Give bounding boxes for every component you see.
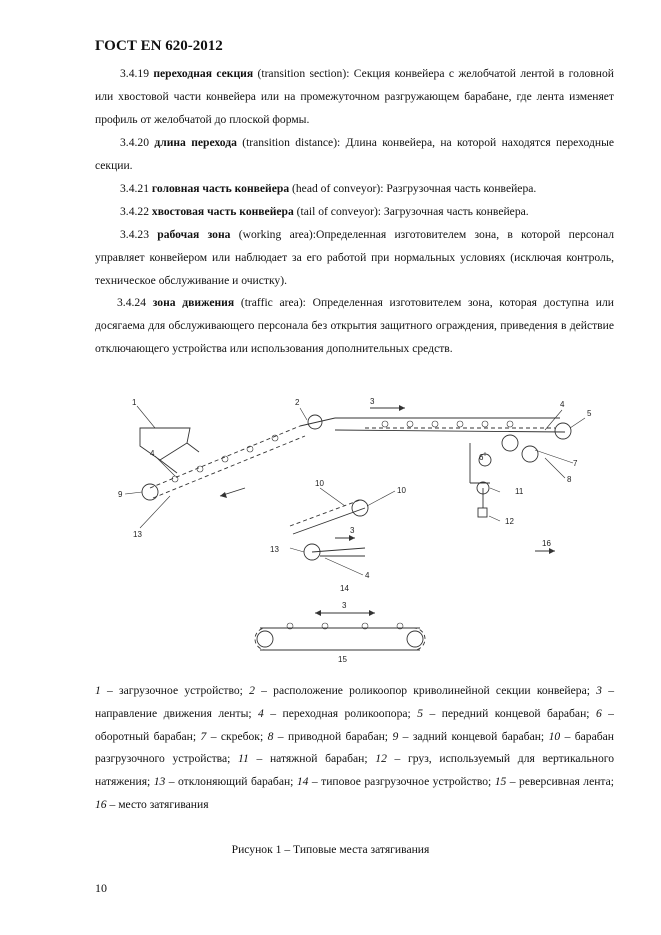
term: головная часть конвейера	[151, 182, 290, 195]
label-12: 12	[505, 517, 514, 526]
paragraph-3-4-23	[95, 224, 614, 292]
label-1: 1	[132, 398, 137, 407]
label-3b: 3	[350, 526, 355, 535]
legend-text: – приводной барабан;	[273, 729, 393, 743]
legend-text: – загрузочное устройство;	[100, 684, 250, 697]
label-10b: 10	[315, 479, 324, 488]
label-4: 4	[560, 400, 565, 409]
paragraph-3-4-20	[95, 132, 614, 178]
document-header: ГОСТ EN 620-2012	[95, 38, 223, 54]
legend-num: 12	[375, 752, 387, 766]
clause-number: 3.4.19	[120, 67, 149, 80]
clause-number: 3.4.21	[120, 182, 149, 195]
legend-num: 6	[595, 706, 602, 720]
pulleys	[142, 415, 571, 647]
label-2: 2	[295, 398, 300, 407]
term: зона движения	[152, 296, 235, 309]
label-10: 10	[397, 486, 406, 495]
conveyor-figure	[95, 388, 655, 683]
label-9: 9	[118, 490, 123, 499]
figure-title: Рисунок 1 – Типовые места затягивания	[231, 843, 430, 856]
legend-num: 15	[494, 775, 507, 789]
loading-hopper	[140, 428, 199, 473]
definition: (working area):Определенная изготовителем зона, в которой персонал управляет конвейером или наблюдает за его работой при нормальных условиях (исключая контроль, техническое обслуживание и очистку).	[95, 228, 614, 287]
clause-number: 3.4.20	[120, 136, 149, 149]
clause-number: 3.4.22	[120, 205, 149, 218]
paragraph-3-4-24	[95, 292, 614, 360]
legend-num: 14	[296, 775, 309, 789]
label-4c: 4	[365, 571, 370, 580]
page-number: 10	[95, 881, 107, 895]
definition: (head of conveyor): Разгрузочная часть конвейера.	[289, 182, 537, 195]
label-7: 7	[573, 459, 578, 468]
legend-num: 10	[548, 729, 561, 743]
definition: (transition distance): Длина конвейера, на которой находятся переходные секции.	[95, 136, 615, 172]
legend-num: 2	[249, 684, 255, 697]
legend-text: – скребок;	[206, 729, 268, 743]
figure-legend	[95, 680, 614, 817]
legend-num: 3	[596, 684, 602, 697]
legend-num: 8	[267, 729, 274, 743]
term: переходная секция	[153, 67, 254, 80]
legend-text: – оборотный барабан;	[95, 706, 614, 743]
term: рабочая зона	[157, 228, 231, 241]
legend-num: 11	[238, 752, 249, 766]
clause-number: 3.4.23	[120, 228, 149, 241]
label-4b: 4	[150, 449, 155, 458]
legend-text: – груз, используемый для вертикального натяжения;	[95, 752, 614, 789]
label-11: 11	[515, 487, 524, 496]
legend-text: – типовое разгрузочное устройство;	[308, 775, 495, 789]
figure-labels	[118, 397, 592, 664]
clause-number: 3.4.24	[117, 296, 146, 309]
legend-num: 9	[392, 729, 399, 743]
legend-num: 16	[95, 797, 107, 811]
legend-text: – барабан разгрузочного устройства;	[95, 729, 615, 766]
incline-section	[150, 418, 335, 498]
reversible-belt	[255, 610, 425, 650]
term: хвостовая часть конвейера	[151, 205, 294, 218]
label-16: 16	[542, 539, 551, 548]
label-15: 15	[338, 655, 347, 664]
label-3c: 3	[342, 601, 347, 610]
definition: (transition section): Секция конвейера с желобчатой лентой в головной или хвостовой части конвейера или на промежуточном разгружающем барабане, где лента изменяет профиль от желобчатой до плоской формы.	[95, 67, 615, 126]
horizontal-section	[335, 418, 565, 517]
label-13: 13	[133, 530, 142, 539]
legend-num: 7	[200, 729, 207, 743]
paragraph-3-4-19	[95, 63, 614, 131]
paragraph-3-4-22	[95, 201, 614, 224]
legend-text: – натяжной барабан;	[248, 752, 376, 766]
legend-num: 13	[153, 775, 166, 789]
label-6: 6	[479, 453, 484, 462]
legend-num: 4	[258, 706, 264, 720]
definition: (traffic area): Определенная изготовителем зона, которая доступна или досягаема для обслуживающего персонала без открытия защитного ограждения, приведения в действие отключающего устройства или использования дополнительных средств.	[95, 296, 614, 355]
label-3: 3	[370, 397, 375, 406]
legend-text: – задний концевой барабан;	[398, 729, 549, 743]
legend-text: – направление движения ленты;	[95, 684, 614, 720]
legend-text: – расположение роликоопор криволинейной секции конвейера;	[254, 684, 597, 697]
label-8: 8	[567, 475, 572, 484]
term: длина перехода	[154, 136, 237, 149]
label-13b: 13	[270, 545, 279, 554]
label-14: 14	[340, 584, 349, 593]
legend-text: – переходная роликоопора;	[263, 706, 418, 720]
legend-text: – место затягивания	[106, 797, 209, 811]
legend-num: 1	[95, 684, 101, 697]
label-5: 5	[587, 409, 592, 418]
direction-arrows	[220, 405, 555, 554]
legend-num: 5	[417, 706, 423, 720]
legend-text: – реверсивная лента;	[506, 775, 614, 789]
legend-text: – передний концевой барабан;	[423, 706, 596, 720]
paragraph-3-4-21	[95, 178, 614, 201]
definition: (tail of conveyor): Загрузочная часть конвейера.	[293, 205, 529, 218]
legend-text: – отклоняющий барабан;	[165, 775, 297, 789]
